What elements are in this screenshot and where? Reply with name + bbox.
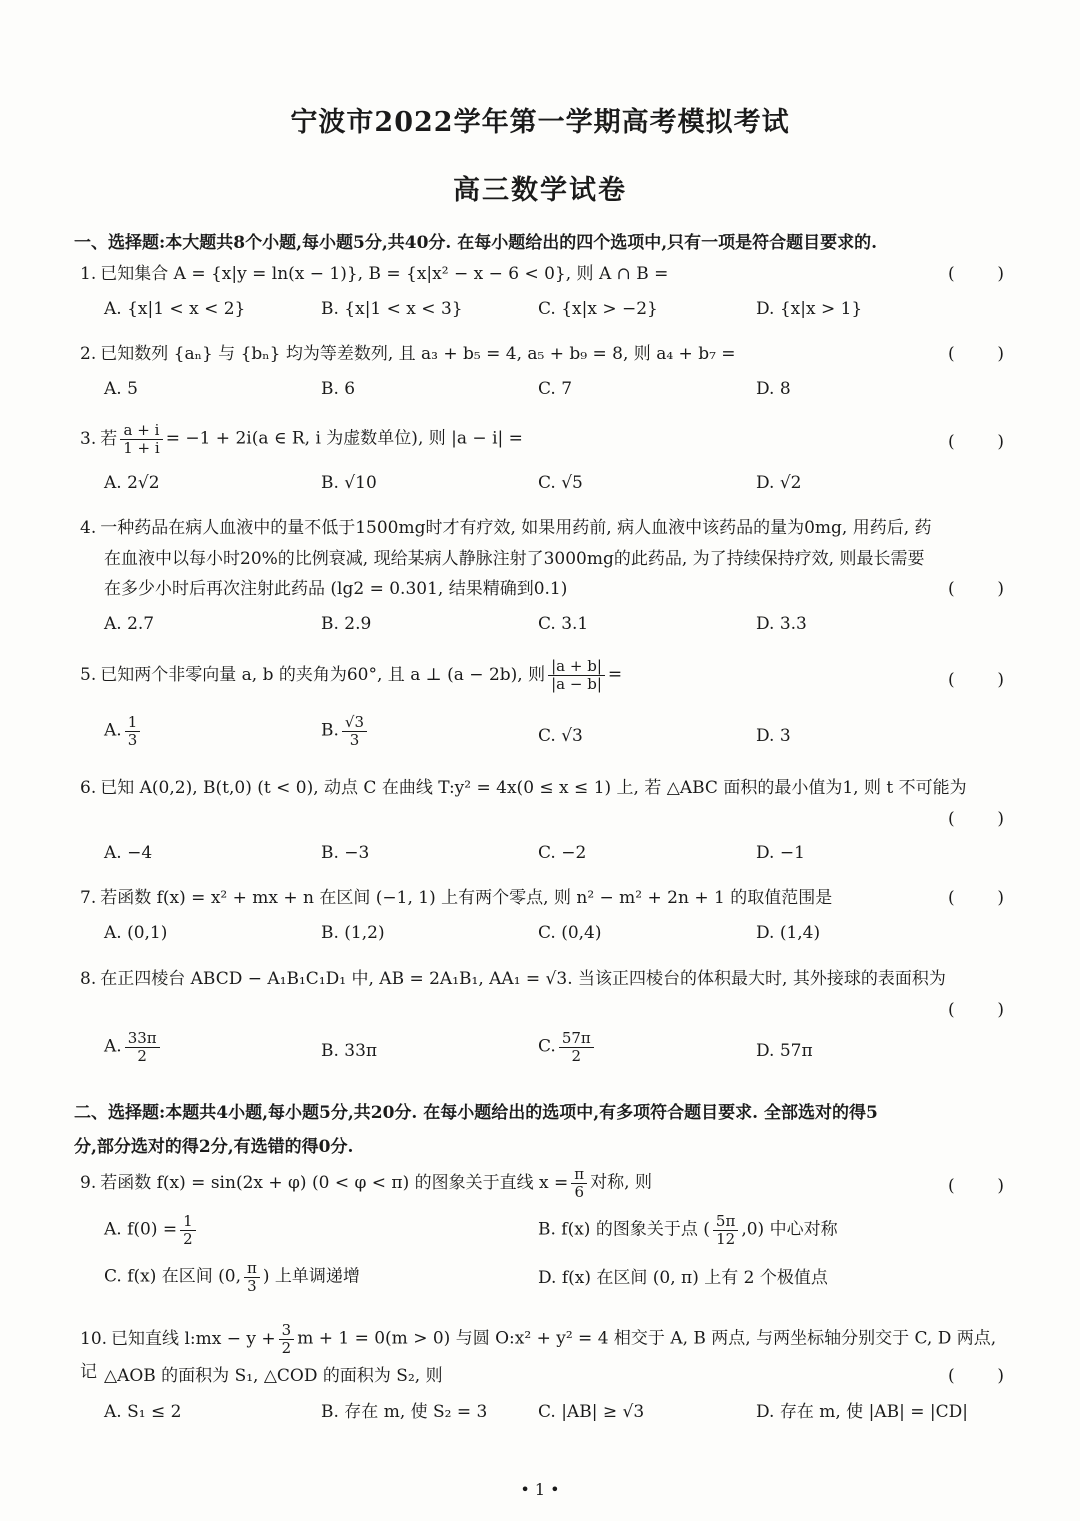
paren-open: ( bbox=[948, 809, 955, 829]
option-c: C. |AB| ≥ √3 bbox=[538, 1402, 645, 1422]
option-b: B. (1,2) bbox=[321, 923, 385, 943]
option-d: D. −1 bbox=[756, 843, 805, 863]
question-text-pre: 已知直线 l:mx − y + bbox=[111, 1328, 276, 1349]
paren-close: ) bbox=[997, 1000, 1004, 1020]
denominator: 2 bbox=[137, 1046, 147, 1065]
question-number: 3. bbox=[80, 428, 97, 449]
option-b: B. 2.9 bbox=[321, 614, 372, 634]
fraction bbox=[571, 1166, 587, 1200]
question-1 bbox=[80, 258, 1010, 290]
option-a: A. {x|1 < x < 2} bbox=[104, 299, 246, 319]
answer-paren bbox=[948, 258, 1004, 290]
option-b: B. 6 bbox=[321, 379, 356, 399]
denominator: 3 bbox=[127, 730, 138, 749]
denominator: 6 bbox=[574, 1182, 584, 1201]
option-label: A. bbox=[104, 720, 122, 741]
question-number: 7. bbox=[80, 888, 97, 908]
numerator: 3 bbox=[279, 1322, 295, 1340]
paren-open: ( bbox=[948, 670, 955, 690]
option-text-post: ,0) 中心对称 bbox=[741, 1219, 838, 1240]
option-d: D. 8 bbox=[756, 379, 791, 399]
question-5 bbox=[80, 658, 1010, 692]
question-text-post: = −1 + 2i(a ∈ R, i 为虚数单位), 则 |a − i| = bbox=[165, 428, 523, 449]
question-text-line3: 在多少小时后再次注射此药品 (lg2 = 0.301, 结果精确到0.1) bbox=[104, 579, 568, 599]
paren-open: ( bbox=[948, 1366, 955, 1386]
option-d: D. 存在 m, 使 |AB| = |CD| bbox=[756, 1402, 968, 1422]
answer-paren bbox=[948, 882, 1004, 914]
question-number: 5. bbox=[80, 664, 97, 685]
answer-paren bbox=[948, 426, 1004, 458]
exam-subtitle: 高三数学试卷 bbox=[453, 175, 627, 206]
paren-close: ) bbox=[997, 264, 1004, 284]
numerator: |a + b| bbox=[548, 658, 605, 676]
question-number: 9. bbox=[80, 1172, 97, 1193]
question-text-line2: △AOB 的面积为 S₁, △COD 的面积为 S₂, 则 bbox=[104, 1366, 443, 1386]
paren-close: ) bbox=[997, 888, 1004, 908]
page-number: • 1 • bbox=[520, 1480, 560, 1499]
option-a: A. S₁ ≤ 2 bbox=[104, 1402, 182, 1422]
option-c: C. {x|x > −2} bbox=[538, 299, 658, 319]
question-text-post: = bbox=[607, 664, 623, 685]
question-9 bbox=[80, 1166, 1010, 1200]
option-label: C. bbox=[538, 1036, 556, 1057]
option-b: B. 33π bbox=[321, 1041, 378, 1061]
fraction bbox=[713, 1213, 738, 1247]
question-number: 10. bbox=[80, 1328, 108, 1349]
paren-open: ( bbox=[948, 432, 955, 452]
option-label: B. bbox=[321, 720, 339, 741]
question-2 bbox=[80, 338, 1010, 370]
fraction bbox=[125, 1030, 160, 1064]
option-b: B. 存在 m, 使 S₂ = 3 bbox=[321, 1402, 488, 1422]
question-text-pre: 已知两个非零向量 a, b 的夹角为60°, 且 a ⊥ (a − 2b), 则 bbox=[100, 664, 546, 685]
question-3 bbox=[80, 422, 1010, 456]
fraction bbox=[548, 658, 605, 692]
option-b: B. √10 bbox=[321, 473, 377, 493]
question-text-pre: 若函数 f(x) = sin(2x + φ) (0 < φ < π) 的图象关于直线 x = bbox=[100, 1172, 569, 1193]
numerator: 1 bbox=[180, 1213, 196, 1231]
option-c bbox=[538, 1030, 597, 1064]
section-1-heading: 一、选择题:本大题共8个小题,每小题5分,共40分. 在每小题给出的四个选项中,只有一项是符合题目要求的. bbox=[74, 233, 878, 253]
question-text: 已知集合 A = {x|y = ln(x − 1)}, B = {x|x² − x − 6 < 0}, 则 A ∩ B = bbox=[100, 264, 669, 284]
option-d: D. (1,4) bbox=[756, 923, 821, 943]
answer-paren bbox=[948, 803, 1004, 835]
paren-close: ) bbox=[997, 670, 1004, 690]
option-d: D. 3.3 bbox=[756, 614, 807, 634]
paren-close: ) bbox=[997, 809, 1004, 829]
answer-paren bbox=[948, 994, 1004, 1026]
option-text: B. f(x) 的图象关于点 bbox=[538, 1219, 698, 1240]
question-number: 2. bbox=[80, 344, 97, 364]
denominator: |a − b| bbox=[551, 674, 602, 693]
option-c bbox=[104, 1260, 360, 1294]
question-text: 已知数列 {aₙ} 与 {bₙ} 均为等差数列, 且 a₃ + b₅ = 4, a₅ + b₉ = 8, 则 a₄ + b₇ = bbox=[100, 344, 736, 364]
option-d: D. √2 bbox=[756, 473, 802, 493]
option-a bbox=[104, 1213, 199, 1247]
option-text: A. f(0) = bbox=[104, 1219, 178, 1240]
answer-paren bbox=[948, 338, 1004, 370]
question-8 bbox=[80, 963, 1010, 995]
question-text-post: 对称, 则 bbox=[590, 1172, 652, 1193]
numerator: 1 bbox=[125, 714, 141, 732]
question-text: 在正四棱台 ABCD − A₁B₁C₁D₁ 中, AB = 2A₁B₁, AA₁ = √3. 当该正四棱台的体积最大时, 其外接球的表面积为 bbox=[100, 969, 946, 989]
option-b: B. {x|1 < x < 3} bbox=[321, 299, 463, 319]
option-d: D. {x|x > 1} bbox=[756, 299, 863, 319]
question-text-line1: 一种药品在病人血液中的量不低于1500mg时才有疗效, 如果用药前, 病人血液中该药品的量为0mg, 用药后, 药 bbox=[100, 518, 932, 538]
paren-close: ) bbox=[997, 1366, 1004, 1386]
numerator: 33π bbox=[125, 1030, 160, 1048]
paren-open: ( bbox=[948, 1000, 955, 1020]
option-text-post: ) 上单调递增 bbox=[262, 1266, 360, 1287]
fraction bbox=[125, 714, 141, 748]
option-c: C. 3.1 bbox=[538, 614, 589, 634]
option-a: A. 2.7 bbox=[104, 614, 155, 634]
option-a: A. −4 bbox=[104, 843, 153, 863]
paren-open: ( bbox=[948, 579, 955, 599]
paren-open: ( bbox=[948, 888, 955, 908]
paren-open: ( bbox=[948, 344, 955, 364]
answer-paren bbox=[948, 1360, 1004, 1392]
fraction bbox=[342, 714, 367, 748]
paren-close: ) bbox=[997, 579, 1004, 599]
option-c: C. (0,4) bbox=[538, 923, 602, 943]
fraction bbox=[120, 422, 162, 456]
option-b: B. −3 bbox=[321, 843, 370, 863]
option-b bbox=[321, 714, 370, 748]
answer-paren bbox=[948, 573, 1004, 605]
exam-title: 宁波市2022学年第一学期高考模拟考试 bbox=[290, 107, 790, 138]
option-c: C. −2 bbox=[538, 843, 587, 863]
option-a: A. 5 bbox=[104, 379, 138, 399]
question-number: 4. bbox=[80, 518, 97, 538]
option-label: A. bbox=[104, 1036, 122, 1057]
paren-close: ) bbox=[997, 1176, 1004, 1196]
paren-close: ) bbox=[997, 344, 1004, 364]
denominator: 2 bbox=[281, 1338, 292, 1357]
answer-paren bbox=[948, 664, 1004, 696]
fraction bbox=[180, 1213, 196, 1247]
numerator: 57π bbox=[559, 1030, 594, 1048]
question-text-post: m + 1 = 0(m > 0) 与圆 O:x² + y² = 4 相交于 A, B 两点, 与两坐标轴分别交于 C, D 两点, 记 bbox=[80, 1328, 997, 1382]
fraction bbox=[244, 1260, 260, 1294]
denominator: 12 bbox=[716, 1229, 736, 1248]
question-text: 已知 A(0,2), B(t,0) (t < 0), 动点 C 在曲线 T:y² = 4x(0 ≤ x ≤ 1) 上, 若 △ABC 面积的最小值为1, 则 t 不可能为 bbox=[100, 778, 967, 798]
denominator: 2 bbox=[183, 1229, 193, 1248]
question-text-line2: 在血液中以每小时20%的比例衰减, 现给某病人静脉注射了3000mg的此药品, 为了持续保持疗效, 则最长需要 bbox=[104, 549, 925, 569]
numerator: 5π bbox=[713, 1213, 738, 1231]
numerator: π bbox=[244, 1260, 260, 1278]
option-d: D. 3 bbox=[756, 726, 791, 746]
question-number: 1. bbox=[80, 264, 97, 284]
question-text-pre: 若 bbox=[100, 428, 118, 449]
fraction bbox=[279, 1322, 295, 1356]
question-6 bbox=[80, 772, 1010, 804]
paren-close: ) bbox=[997, 432, 1004, 452]
question-7 bbox=[80, 882, 1010, 914]
option-a bbox=[104, 1030, 163, 1064]
fraction bbox=[559, 1030, 594, 1064]
denominator: 3 bbox=[349, 730, 360, 749]
paren-open: ( bbox=[948, 1176, 955, 1196]
option-c: C. 7 bbox=[538, 379, 573, 399]
question-text: 若函数 f(x) = x² + mx + n 在区间 (−1, 1) 上有两个零点, 则 n² − m² + 2n + 1 的取值范围是 bbox=[100, 888, 833, 908]
numerator: a + i bbox=[120, 422, 162, 440]
option-a: A. 2√2 bbox=[104, 473, 160, 493]
option-d: D. f(x) 在区间 (0, π) 上有 2 个极值点 bbox=[538, 1268, 828, 1288]
question-number: 8. bbox=[80, 969, 97, 989]
question-4 bbox=[80, 512, 1010, 544]
section-2-heading-line2: 分,部分选对的得2分,有选错的得0分. bbox=[74, 1137, 354, 1157]
answer-paren bbox=[948, 1170, 1004, 1202]
option-a bbox=[104, 714, 143, 748]
numerator: √3 bbox=[342, 714, 367, 732]
denominator: 2 bbox=[571, 1046, 582, 1065]
numerator: π bbox=[571, 1166, 587, 1184]
option-d: D. 57π bbox=[756, 1041, 813, 1061]
question-number: 6. bbox=[80, 778, 97, 798]
section-2-heading-line1: 二、选择题:本题共4小题,每小题5分,共20分. 在每小题给出的选项中,有多项符合题目要求. 全部选对的得5 bbox=[74, 1103, 878, 1123]
denominator: 3 bbox=[247, 1276, 257, 1295]
paren-open: ( bbox=[948, 264, 955, 284]
option-text: C. f(x) 在区间 (0, bbox=[104, 1266, 242, 1287]
option-c: C. √3 bbox=[538, 726, 583, 746]
option-b: B. f(x) 的图象关于点 ( $\frac{5\pi}{12}$ ,0) 中心对称 bbox=[538, 1212, 838, 1248]
denominator: 1 + i bbox=[123, 438, 160, 457]
option-a: A. (0,1) bbox=[104, 923, 168, 943]
option-c: C. √5 bbox=[538, 473, 583, 493]
